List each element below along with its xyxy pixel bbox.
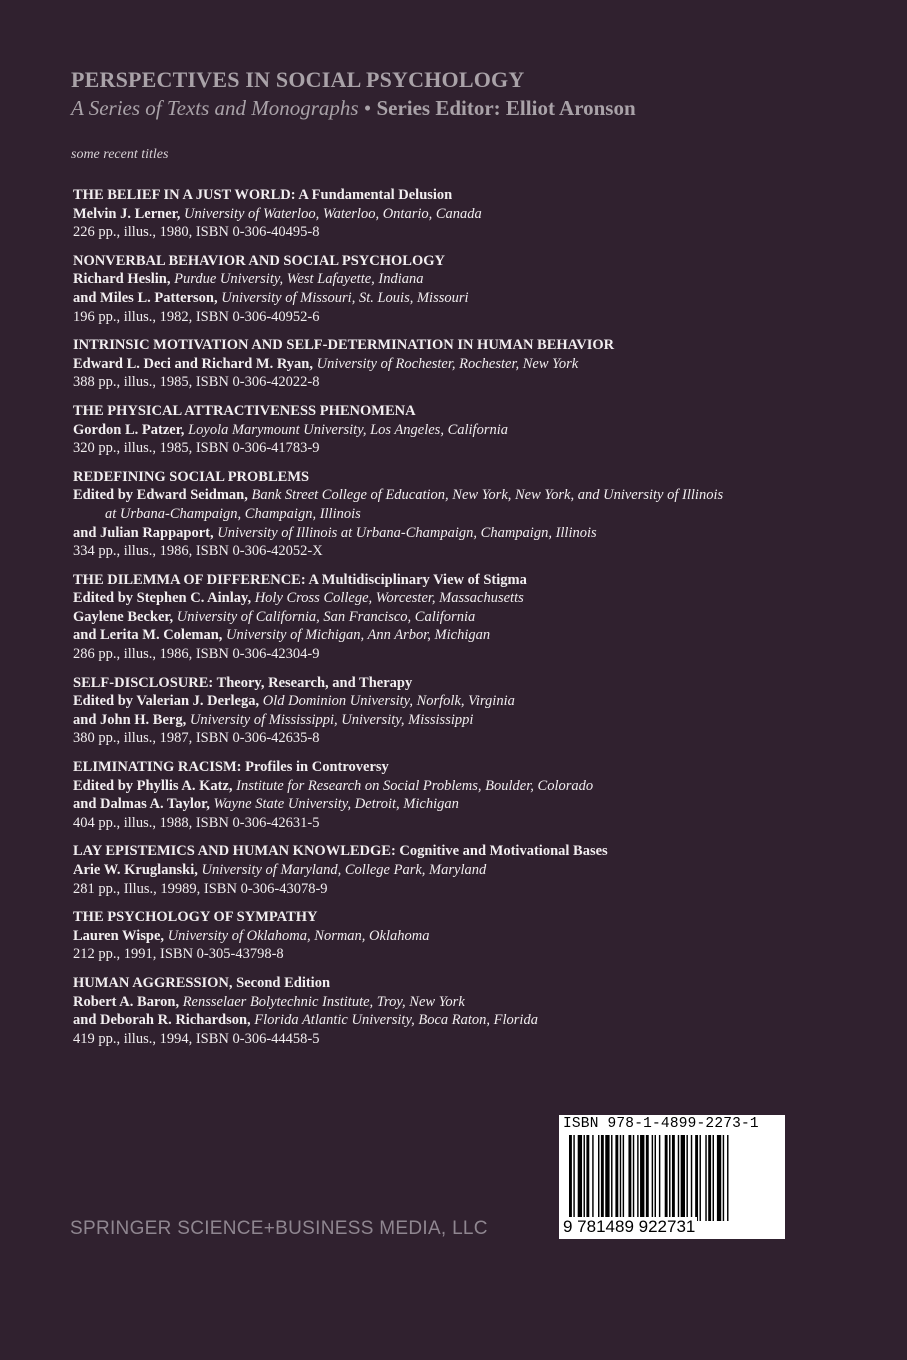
plain-text: 388 pp., illus., 1985, ISBN 0-306-42022-8 bbox=[73, 374, 320, 391]
book-detail-line bbox=[73, 711, 873, 730]
italic-text: Florida Atlantic University, Boca Raton, Florida bbox=[254, 1012, 538, 1029]
italic-text: Rensselaer Bolytechnic Institute, Troy, New York bbox=[182, 993, 465, 1010]
book-entry bbox=[73, 336, 873, 392]
book-entry bbox=[73, 186, 873, 242]
italic-text: University of Michigan, Ann Arbor, Michigan bbox=[226, 627, 491, 644]
book-entry bbox=[73, 571, 873, 664]
book-detail-line bbox=[73, 795, 873, 814]
plain-text: 334 pp., illus., 1986, ISBN 0-306-42052-X bbox=[73, 543, 323, 560]
book-detail-line bbox=[73, 729, 873, 748]
barcode-bar bbox=[717, 1135, 721, 1221]
bold-text: INTRINSIC MOTIVATION AND SELF-DETERMINATION IN HUMAN BEHAVIOR bbox=[73, 337, 615, 354]
italic-text: University of Illinois at Urbana-Champaign, Champaign, Illinois bbox=[217, 524, 597, 541]
book-detail-line bbox=[73, 927, 873, 946]
bold-text: THE BELIEF IN A JUST WORLD: A Fundamental Delusion bbox=[73, 187, 453, 203]
bold-text: Lauren Wispe, bbox=[73, 927, 168, 944]
book-entry bbox=[73, 252, 873, 326]
book-title-line bbox=[73, 571, 873, 590]
barcode-bar bbox=[623, 1135, 624, 1221]
plain-text: 380 pp., illus., 1987, ISBN 0-306-42635-8 bbox=[73, 730, 320, 747]
bold-text: THE PHYSICAL ATTRACTIVENESS PHENOMENA bbox=[73, 402, 416, 419]
series-header bbox=[71, 66, 871, 122]
bold-text: Edited by Valerian J. Derlega, bbox=[73, 693, 263, 710]
bold-text: and Dalmas A. Taylor, bbox=[73, 796, 214, 813]
series-subtitle: A Series of Texts and Monographs bbox=[71, 96, 359, 120]
isbn-label: ISBN 978-1-4899-2273-1 bbox=[563, 1116, 759, 1132]
barcode-bar bbox=[691, 1135, 692, 1221]
book-detail-line bbox=[73, 589, 873, 608]
italic-text: Institute for Research on Social Problems, Boulder, Colorado bbox=[236, 777, 594, 794]
barcode-bar bbox=[628, 1135, 631, 1221]
book-detail-line bbox=[73, 1030, 873, 1049]
italic-text: University of Maryland, College Park, Maryland bbox=[201, 862, 487, 878]
barcode-bar bbox=[655, 1135, 656, 1221]
italic-text: Holy Cross College, Worcester, Massachusetts bbox=[254, 590, 524, 607]
italic-text: Loyola Marymount University, Los Angeles, California bbox=[188, 421, 508, 438]
barcode-bar bbox=[681, 1135, 685, 1221]
bold-text: Edited by Phyllis A. Katz, bbox=[73, 777, 237, 794]
bold-text: NONVERBAL BEHAVIOR AND SOCIAL PSYCHOLOGY bbox=[73, 252, 445, 269]
barcode-bar bbox=[665, 1135, 668, 1221]
book-title-line bbox=[73, 842, 873, 861]
book-detail-line bbox=[73, 692, 873, 711]
barcode-bar bbox=[646, 1135, 649, 1221]
bold-text: THE DILEMMA OF DIFFERENCE: A Multidisciplinary View of Stigma bbox=[73, 571, 527, 588]
book-title-line bbox=[73, 908, 873, 927]
barcode-bar bbox=[678, 1135, 679, 1221]
barcode-bar bbox=[695, 1135, 698, 1221]
book-title-line bbox=[73, 336, 873, 355]
book-title-line bbox=[73, 252, 873, 271]
book-detail-line bbox=[73, 1011, 873, 1030]
bold-text: Arie W. Kruglanski, bbox=[73, 862, 202, 878]
barcode-bar bbox=[672, 1135, 675, 1221]
bold-text: SELF-DISCLOSURE: Theory, Research, and Therapy bbox=[73, 674, 413, 691]
barcode-bar bbox=[708, 1135, 711, 1221]
barcode-bar bbox=[569, 1135, 572, 1221]
bold-text: Richard Heslin, bbox=[73, 271, 175, 288]
italic-text: Bank Street College of Education, New York, New York, and University of Illinois bbox=[251, 487, 724, 504]
book-detail-line bbox=[73, 645, 873, 664]
series-editor: Series Editor: Elliot Aronson bbox=[376, 96, 636, 120]
bold-text: Robert A. Baron, bbox=[73, 993, 183, 1010]
book-list bbox=[73, 186, 873, 1058]
book-title-line bbox=[73, 758, 873, 777]
bold-text: and Miles L. Patterson, bbox=[73, 289, 222, 306]
italic-text: at Urbana-Champaign, Champaign, Illinois bbox=[105, 505, 361, 522]
book-detail-line bbox=[73, 505, 873, 524]
book-detail-line bbox=[73, 289, 873, 308]
book-detail-line bbox=[73, 880, 873, 899]
italic-text: University of Rochester, Rochester, New York bbox=[316, 355, 579, 372]
barcode-digits: 9 781489 922731 bbox=[563, 1217, 696, 1236]
bold-text: HUMAN AGGRESSION, Second Edition bbox=[73, 974, 331, 991]
book-entry bbox=[73, 908, 873, 964]
bold-text: ELIMINATING RACISM: Profiles in Controversy bbox=[73, 759, 389, 776]
bold-text: Melvin J. Lerner, bbox=[73, 205, 185, 222]
recent-titles-label: some recent titles bbox=[71, 147, 169, 162]
book-detail-line bbox=[73, 355, 873, 374]
book-entry bbox=[73, 468, 873, 561]
barcode-bars bbox=[569, 1135, 779, 1221]
bold-text: and Deborah R. Richardson, bbox=[73, 1012, 255, 1029]
barcode-bar bbox=[659, 1135, 660, 1221]
book-detail-line bbox=[73, 524, 873, 543]
bold-text: Edward L. Deci and Richard M. Ryan, bbox=[73, 355, 317, 372]
italic-text: Wayne State University, Detroit, Michigan bbox=[213, 796, 459, 813]
bold-text: LAY EPISTEMICS AND HUMAN KNOWLEDGE: Cognitive and Motivational Bases bbox=[73, 843, 608, 860]
bold-text: THE PSYCHOLOGY OF SYMPATHY bbox=[73, 909, 318, 926]
italic-text: University of California, San Francisco, California bbox=[176, 608, 476, 625]
plain-text: 419 pp., illus., 1994, ISBN 0-306-44458-5 bbox=[73, 1030, 320, 1047]
book-title-line bbox=[73, 974, 873, 993]
barcode-bar bbox=[586, 1135, 589, 1221]
plain-text: 404 pp., illus., 1988, ISBN 0-306-42631-5 bbox=[73, 814, 320, 831]
barcode-bar bbox=[592, 1135, 593, 1221]
book-detail-line bbox=[73, 421, 873, 440]
bullet-separator: • bbox=[363, 96, 372, 120]
barcode-bar bbox=[727, 1135, 728, 1221]
book-title-line bbox=[73, 402, 873, 421]
barcode-bar bbox=[605, 1135, 609, 1221]
italic-text: Purdue University, West Lafayette, Indiana bbox=[174, 271, 424, 288]
book-title-line bbox=[73, 674, 873, 693]
book-detail-line bbox=[73, 270, 873, 289]
plain-text: 281 pp., Illus., 19989, ISBN 0-306-43078-9 bbox=[73, 880, 328, 897]
bold-text: and Lerita M. Coleman, bbox=[73, 627, 227, 644]
book-title-line bbox=[73, 186, 873, 205]
barcode-bar bbox=[705, 1135, 706, 1221]
book-detail-line bbox=[73, 205, 873, 224]
plain-text: 286 pp., illus., 1986, ISBN 0-306-42304-9 bbox=[73, 646, 320, 663]
bold-text: and Julian Rappaport, bbox=[73, 524, 218, 541]
book-entry bbox=[73, 674, 873, 748]
book-title-line bbox=[73, 468, 873, 487]
book-entry bbox=[73, 758, 873, 832]
book-entry bbox=[73, 402, 873, 458]
italic-text: University of Missouri, St. Louis, Missouri bbox=[221, 289, 469, 306]
book-detail-line bbox=[73, 308, 873, 327]
book-detail-line bbox=[73, 608, 873, 627]
publisher-name: SPRINGER SCIENCE+BUSINESS MEDIA, LLC bbox=[70, 1218, 488, 1239]
plain-text: 226 pp., illus., 1980, ISBN 0-306-40495-8 bbox=[73, 224, 320, 241]
barcode-bar bbox=[640, 1135, 644, 1221]
bold-text: Edited by Edward Seidman, bbox=[73, 487, 252, 504]
book-detail-line bbox=[73, 777, 873, 796]
book-detail-line bbox=[73, 945, 873, 964]
italic-text: Old Dominion University, Norfolk, Virginia bbox=[262, 693, 515, 710]
book-detail-line bbox=[73, 439, 873, 458]
barcode-bar bbox=[713, 1135, 714, 1221]
book-entry bbox=[73, 842, 873, 898]
barcode-bar bbox=[723, 1135, 724, 1221]
italic-text: University of Oklahoma, Norman, Oklahoma bbox=[167, 927, 430, 944]
barcode-bar bbox=[584, 1135, 585, 1221]
barcode-bar bbox=[686, 1135, 687, 1221]
barcode-bar bbox=[637, 1135, 638, 1221]
bold-text: Edited by Stephen C. Ainlay, bbox=[73, 590, 255, 607]
book-detail-line bbox=[73, 223, 873, 242]
barcode-bar bbox=[669, 1135, 670, 1221]
barcode-bar bbox=[578, 1135, 582, 1221]
plain-text: 320 pp., illus., 1985, ISBN 0-306-41783-9 bbox=[73, 440, 320, 457]
book-detail-line bbox=[73, 993, 873, 1012]
book-detail-line bbox=[73, 626, 873, 645]
plain-text: 212 pp., 1991, ISBN 0-305-43798-8 bbox=[73, 946, 284, 963]
book-detail-line bbox=[73, 542, 873, 561]
barcode-bar bbox=[611, 1135, 612, 1221]
book-detail-line bbox=[73, 486, 873, 505]
barcode-bar bbox=[615, 1135, 618, 1221]
book-detail-line bbox=[73, 861, 873, 880]
barcode-bar bbox=[601, 1135, 604, 1221]
series-title: PERSPECTIVES IN SOCIAL PSYCHOLOGY bbox=[71, 67, 525, 92]
plain-text: 196 pp., illus., 1982, ISBN 0-306-40952-6 bbox=[73, 308, 320, 325]
barcode-bar bbox=[700, 1135, 701, 1221]
barcode-bar bbox=[652, 1135, 653, 1221]
barcode-bar bbox=[620, 1135, 621, 1221]
italic-text: University of Mississippi, University, Mississippi bbox=[189, 711, 474, 728]
bold-text: Gordon L. Patzer, bbox=[73, 421, 189, 438]
barcode bbox=[559, 1115, 785, 1239]
bold-text: and John H. Berg, bbox=[73, 711, 190, 728]
bold-text: REDEFINING SOCIAL PROBLEMS bbox=[73, 468, 310, 485]
book-detail-line bbox=[73, 814, 873, 833]
book-entry bbox=[73, 974, 873, 1048]
book-detail-line bbox=[73, 373, 873, 392]
barcode-bar bbox=[573, 1135, 574, 1221]
barcode-bar bbox=[633, 1135, 634, 1221]
italic-text: University of Waterloo, Waterloo, Ontario, Canada bbox=[184, 205, 482, 222]
barcode-bar bbox=[598, 1135, 599, 1221]
bold-text: Gaylene Becker, bbox=[73, 608, 177, 625]
series-subtitle-line bbox=[71, 94, 871, 122]
